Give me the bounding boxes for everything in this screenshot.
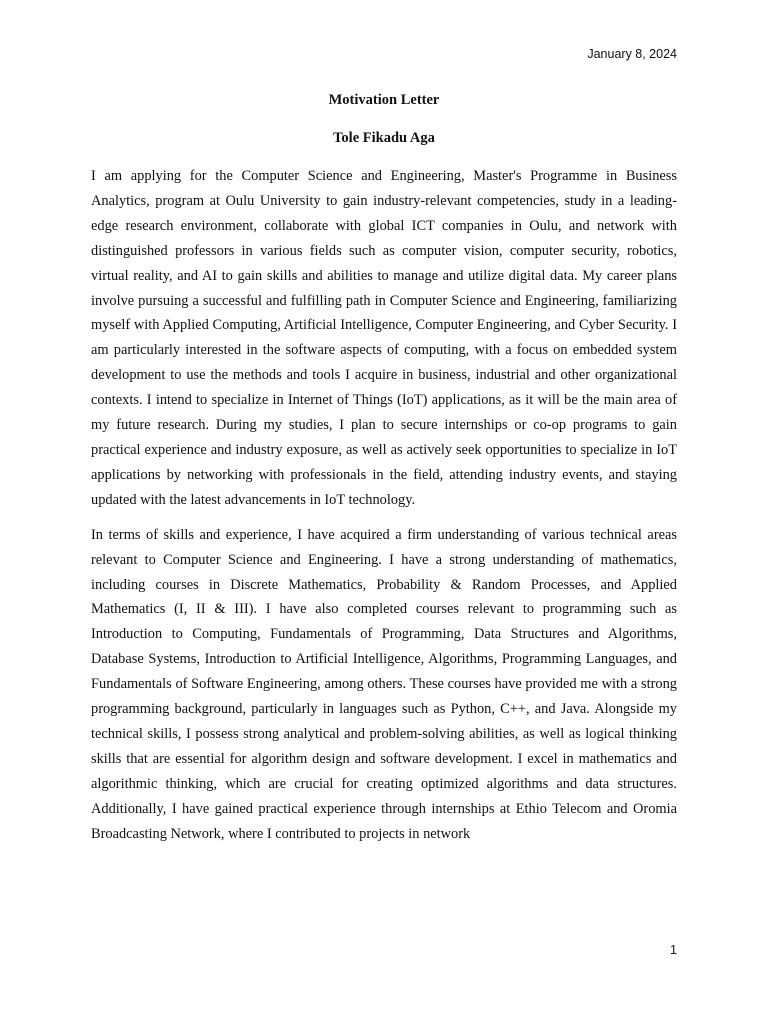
body-paragraph-1: I am applying for the Computer Science and Engineering, Master's Programme in Business Analytics, program at Oulu University to gain industry-relevant competencies, study in a leading-edge research environment, collaborate with global ICT companies in Oulu, and network with distinguished professors in various fields such as computer vision, computer security, robotics, virtual reality, and AI to gain skills and abilities to manage and utilize digital data. My career plans involve pursuing a successful and fulfilling path in Computer Science and Engineering, familiarizing myself with Applied Computing, Artificial Intelligence, Computer Engineering, and Cyber Security. I am particularly interested in the software aspects of computing, with a focus on embedded system development to use the methods and tools I acquire in business, industrial and other organizational contexts. I intend to specialize in Internet of Things (IoT) applications, as it will be the main area of my future research. During my studies, I plan to secure internships or co-op programs to gain practical experience and industry exposure, as well as actively seek opportunities to specialize in IoT applications by networking with professionals in the field, attending industry events, and staying updated with the latest advancements in IoT technology. bbox=[91, 168, 677, 508]
page-number: 1 bbox=[670, 943, 677, 957]
letter-body bbox=[91, 164, 677, 856]
document-title: Motivation Letter bbox=[328, 92, 440, 108]
document-date: January 8, 2024 bbox=[587, 47, 677, 61]
document-author: Tole Fikadu Aga bbox=[333, 130, 435, 146]
body-paragraph-2: In terms of skills and experience, I have acquired a firm understanding of various technical areas relevant to Computer Science and Engineering. I have a strong understanding of mathematics, including courses in Discrete Mathematics, Probability & Random Processes, and Applied Mathematics (I, II & III). I have also completed courses relevant to programming such as Introduction to Computing, Fundamentals of Programming, Data Structures and Algorithms, Database Systems, Introduction to Artificial Intelligence, Algorithms, Programming Languages, and Fundamentals of Software Engineering, among others. These courses have provided me with a strong programming background, particularly in languages such as Python, C++, and Java. Alongside my technical skills, I possess strong analytical and problem-solving abilities, as well as logical thinking skills that are essential for algorithm design and software development. I excel in mathematics and algorithmic thinking, which are crucial for creating optimized algorithms and data structures. Additionally, I have gained practical experience through internships at Ethio Telecom and Oromia Broadcasting Network, where I contributed to projects in network bbox=[91, 526, 677, 842]
